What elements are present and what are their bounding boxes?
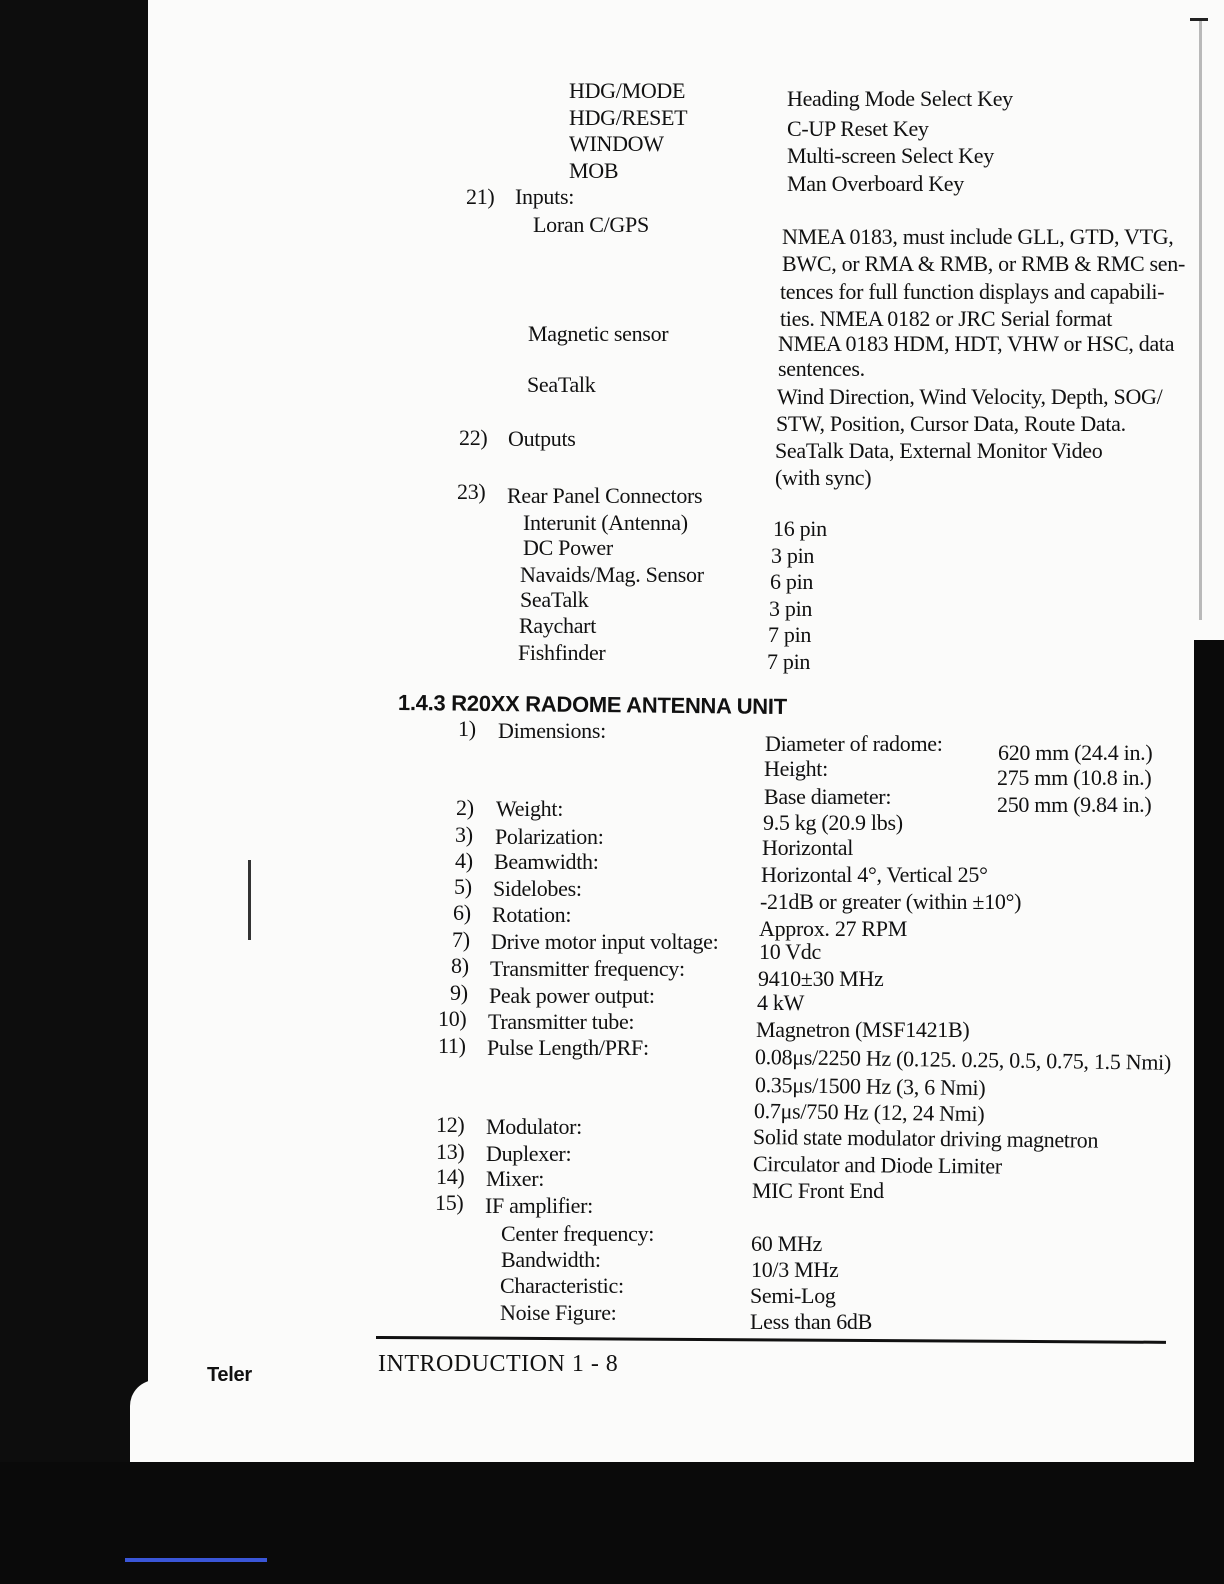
scan-mark	[248, 860, 251, 940]
key-desc: Heading Mode Select Key	[787, 86, 1013, 111]
item-number: 12)	[436, 1112, 465, 1137]
dimension-value: 250 mm (9.84 in.)	[997, 792, 1152, 817]
if-param-name: Bandwidth:	[501, 1247, 601, 1272]
item-number: 22)	[459, 425, 488, 450]
spec-line: NMEA 0183, must include GLL, GTD, VTG,	[782, 224, 1174, 249]
spec-value: -21dB or greater (within ±10°)	[760, 889, 1022, 914]
scan-strip	[125, 1558, 267, 1562]
scan-edge-right	[1194, 640, 1224, 1470]
spec-value: 9.5 kg (20.9 lbs)	[763, 810, 903, 835]
item-number: 7)	[452, 927, 470, 952]
if-param-name: Center frequency:	[501, 1221, 655, 1246]
sub-label: Magnetic sensor	[528, 321, 669, 346]
if-param-value: 60 MHz	[751, 1231, 822, 1256]
spec-line: SeaTalk Data, External Monitor Video	[775, 438, 1103, 463]
spec-line: 0.7μs/750 Hz (12, 24 Nmi)	[753, 1098, 985, 1127]
spec-line: ties. NMEA 0182 or JRC Serial format	[780, 306, 1113, 331]
item-label: Outputs	[508, 426, 576, 451]
connector-name: SeaTalk	[520, 587, 589, 612]
item-label: Rear Panel Connectors	[507, 483, 703, 508]
spec-value: 9410±30 MHz	[758, 966, 884, 991]
item-number: 3)	[455, 822, 473, 847]
connector-value: 6 pin	[770, 569, 814, 594]
item-label: Beamwidth:	[494, 849, 599, 874]
footer-rule	[376, 1336, 1166, 1344]
spec-line: 0.08μs/2250 Hz (0.125. 0.25, 0.5, 0.75, 1.5 Nmi)	[754, 1044, 1172, 1075]
spec-line: 0.35μs/1500 Hz (3, 6 Nmi)	[754, 1072, 986, 1101]
dimension-name: Base diameter:	[764, 784, 892, 809]
item-number: 2)	[456, 795, 474, 820]
connector-value: 16 pin	[773, 516, 827, 541]
if-param-value: Semi-Log	[750, 1283, 836, 1308]
if-param-name: Characteristic:	[500, 1273, 624, 1298]
spec-value: MIC Front End	[752, 1178, 884, 1203]
sub-label: Loran C/GPS	[533, 212, 649, 237]
item-label: Polarization:	[495, 824, 604, 849]
scan-edge-bottom	[0, 1462, 1224, 1584]
spec-line: (with sync)	[775, 465, 872, 490]
footer-left-text: Teler	[207, 1364, 252, 1386]
item-label: Transmitter frequency:	[490, 956, 685, 981]
item-label: Peak power output:	[489, 983, 655, 1008]
item-label: Weight:	[496, 796, 564, 821]
dimension-value: 620 mm (24.4 in.)	[998, 740, 1153, 765]
item-label: Dimensions:	[498, 718, 606, 743]
item-number: 21)	[466, 184, 495, 209]
item-number: 14)	[436, 1164, 465, 1189]
spec-value: 4 kW	[757, 990, 805, 1015]
scan-edge-right-tick	[1190, 18, 1208, 21]
if-param-name: Noise Figure:	[500, 1300, 617, 1325]
key-name: HDG/MODE	[569, 78, 686, 103]
if-param-value: 10/3 MHz	[751, 1257, 839, 1282]
item-label: Modulator:	[486, 1114, 582, 1139]
spec-value: Approx. 27 RPM	[759, 916, 907, 941]
item-label: Rotation:	[492, 902, 572, 927]
key-desc: Man Overboard Key	[787, 171, 964, 196]
section-heading: 1.4.3 R20XX RADOME ANTENNA UNIT	[397, 690, 787, 720]
item-number: 10)	[438, 1006, 467, 1031]
if-param-value: Less than 6dB	[750, 1309, 872, 1334]
key-name: MOB	[569, 158, 619, 183]
dimension-value: 275 mm (10.8 in.)	[997, 765, 1152, 790]
page-footer: INTRODUCTION 1 - 8	[378, 1351, 619, 1377]
item-label: Transmitter tube:	[488, 1009, 635, 1034]
item-number: 6)	[453, 900, 471, 925]
scan-edge-left	[0, 0, 148, 1470]
item-number: 23)	[457, 479, 486, 504]
item-number: 9)	[450, 980, 468, 1005]
item-label: Drive motor input voltage:	[491, 929, 719, 954]
connector-value: 3 pin	[769, 596, 813, 621]
connector-value: 7 pin	[768, 622, 812, 647]
spec-line: sentences.	[778, 356, 865, 381]
spec-value: Solid state modulator driving magnetron	[752, 1124, 1099, 1153]
key-name: HDG/RESET	[569, 105, 688, 130]
connector-name: Raychart	[519, 613, 597, 638]
spec-line: tences for full function displays and capabili-	[780, 279, 1165, 304]
item-label: Pulse Length/PRF:	[487, 1035, 649, 1060]
key-name: WINDOW	[569, 131, 664, 156]
connector-value: 3 pin	[771, 543, 815, 568]
scan-edge-right-line	[1199, 20, 1202, 620]
key-desc: Multi-screen Select Key	[787, 143, 994, 168]
spec-line: STW, Position, Cursor Data, Route Data.	[776, 411, 1126, 436]
item-number: 15)	[435, 1190, 464, 1215]
spec-value: Horizontal 4°, Vertical 25°	[761, 862, 988, 887]
spec-line: NMEA 0183 HDM, HDT, VHW or HSC, data	[778, 331, 1175, 356]
dimension-name: Diameter of radome:	[765, 731, 943, 756]
item-number: 8)	[451, 953, 469, 978]
sub-label: SeaTalk	[527, 372, 596, 397]
connector-name: Fishfinder	[518, 640, 606, 665]
connector-name: Interunit (Antenna)	[523, 510, 688, 535]
key-desc: C-UP Reset Key	[787, 116, 929, 141]
spec-value: Horizontal	[762, 835, 854, 860]
connector-name: Navaids/Mag. Sensor	[520, 562, 704, 587]
item-label: Duplexer:	[486, 1141, 572, 1166]
item-label: Inputs:	[515, 184, 575, 209]
spec-value: 10 Vdc	[759, 939, 821, 964]
spec-line: BWC, or RMA & RMB, or RMB & RMC sen-	[782, 251, 1185, 276]
item-number: 11)	[438, 1033, 466, 1058]
spec-value: Circulator and Diode Limiter	[752, 1151, 1002, 1179]
spec-value: Magnetron (MSF1421B)	[756, 1017, 970, 1042]
item-label: Mixer:	[486, 1166, 545, 1191]
item-label: IF amplifier:	[485, 1193, 593, 1218]
item-number: 4)	[455, 848, 473, 873]
spec-line: Wind Direction, Wind Velocity, Depth, SOG/	[777, 384, 1163, 409]
item-number: 13)	[436, 1139, 465, 1164]
scan-edge-notch	[130, 1380, 280, 1470]
connector-value: 7 pin	[767, 649, 811, 674]
item-label: Sidelobes:	[493, 876, 582, 901]
item-number: 5)	[454, 874, 472, 899]
dimension-name: Height:	[764, 756, 828, 781]
item-number: 1)	[458, 716, 476, 741]
connector-name: DC Power	[523, 535, 613, 560]
